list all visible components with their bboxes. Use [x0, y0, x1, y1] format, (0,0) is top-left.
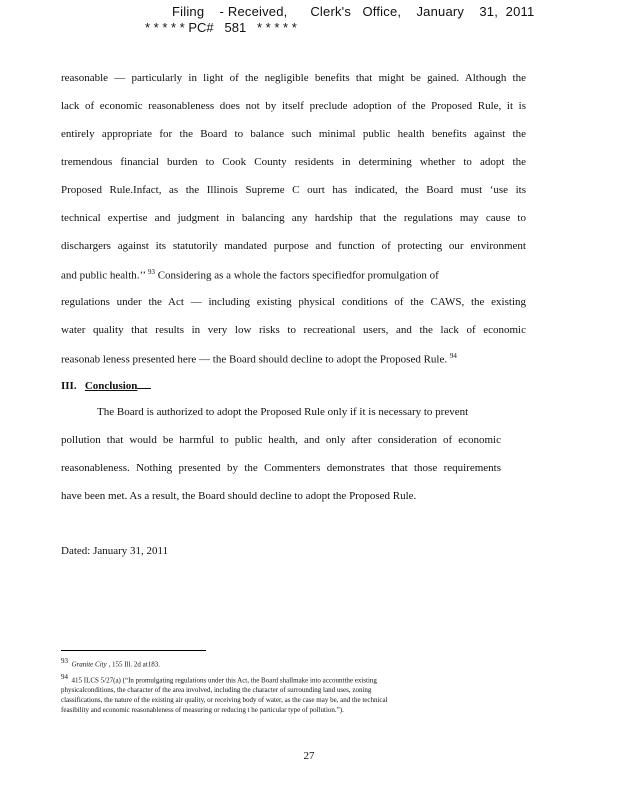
text-line: Proposed Rule.Infact, as the Illinois Supreme C ourt has indicated, the Board must ‘use its: [61, 184, 526, 196]
section-number: III.: [61, 380, 77, 392]
footnote-line: classifications, the nature of the existing air quality, or receiving body of water, as the case may be, and the technical: [61, 696, 388, 705]
section-title: Conclusion: [84, 380, 138, 392]
pc-number-line: * * * * * PC# 581 * * * * *: [145, 20, 297, 35]
footnote-number: 94: [61, 673, 68, 681]
case-name: Granite City: [71, 660, 107, 669]
page-number: 27: [303, 750, 315, 762]
section-heading: [61, 380, 151, 392]
text-line: [61, 352, 457, 366]
text-line: entirely appropriate for the Board to balance such minimal public health benefits against the: [61, 128, 526, 140]
dated-line: Dated: January 31, 2011: [61, 545, 169, 557]
text-segment: Considering as a whole the factors specifiedfor promulgation of: [157, 269, 439, 282]
text-line: [61, 268, 439, 282]
filing-stamp-line: Filing - Received, Clerk's Office, January 31, 2011: [172, 4, 535, 19]
text-line: The Board is authorized to adopt the Proposed Rule only if it is necessary to prevent: [97, 406, 469, 418]
footnote-line: physicalconditions, the character of the area involved, including the character of surrounding land uses, zoning: [61, 686, 372, 695]
footnote-line: [61, 673, 526, 684]
footnote-ref[interactable]: 93: [147, 268, 155, 276]
footnote-ref[interactable]: 94: [449, 352, 457, 360]
text-line: reasonableness. Nothing presented by the Commenters demonstrates that those requirements: [61, 462, 501, 474]
footnote-94: [61, 673, 526, 714]
text-segment: reasonab leness presented here — the Board should decline to adopt the Proposed Rule.: [61, 353, 448, 366]
footnote-text: 415 ILCS 5/27(a) (“In promulgating regulations under this Act, the Board shallmake into accountthe existing: [71, 676, 377, 685]
text-line: water quality that results in very low risks to recreational users, and the lack of economic: [61, 324, 526, 336]
footnote-93: [61, 657, 526, 668]
footnote-line: feasibility and economic reasonableness of measuring or reducing t he particular type of pollution.”).: [61, 706, 344, 715]
text-line: regulations under the Act — including existing physical conditions of the CAWS, the existing: [61, 296, 526, 308]
footnote-number: 93: [61, 657, 68, 665]
text-segment: and public health.’’: [61, 269, 146, 282]
text-line: have been met. As a result, the Board should decline to adopt the Proposed Rule.: [61, 490, 417, 502]
text-line: reasonable — particularly in light of the negligible benefits that might be gained. Although the: [61, 72, 526, 84]
text-line: technical expertise and judgment in balancing any hardship that the regulations may cause to: [61, 212, 526, 224]
text-line: lack of economic reasonableness does not by itself preclude adoption of the Proposed Rule, it is: [61, 100, 526, 112]
text-line: dischargers against its statutorily mandated purpose and function of protecting our environment: [61, 240, 526, 252]
text-line: pollution that would be harmful to public health, and only after consideration of economic: [61, 434, 501, 446]
footnote-divider: [61, 650, 206, 651]
citation: , 155 Ill. 2d at183.: [106, 660, 160, 669]
text-line: tremendous financial burden to Cook County residents in determining whether to adopt the: [61, 156, 526, 168]
